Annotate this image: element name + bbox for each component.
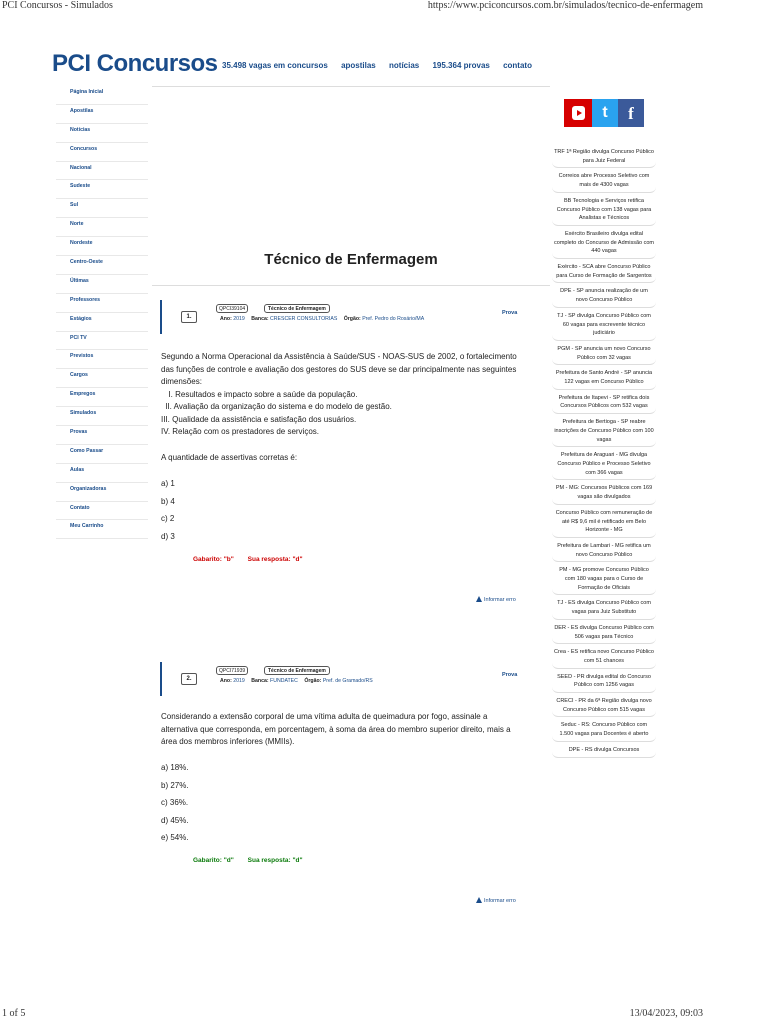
nav-contato[interactable]: contato [503, 61, 532, 70]
sidebar-item-meu-carrinho[interactable]: Meu Carrinho [56, 520, 148, 539]
news-item[interactable]: Exército - SCA abre Concurso Público para Curso de Formação de Sargentos [552, 261, 656, 283]
main-content [152, 86, 550, 986]
report-error-label: Informar erro [484, 898, 516, 904]
social-links [564, 99, 644, 127]
option-b[interactable]: b) 27%. [161, 780, 189, 790]
question-header [160, 300, 540, 334]
ano-link[interactable]: 2019 [233, 316, 245, 322]
sidebar-item-pci-tv[interactable]: PCI TV [56, 332, 148, 351]
warning-icon [476, 897, 482, 903]
question-statement [161, 711, 531, 749]
question-tag[interactable]: Técnico de Enfermagem [264, 304, 330, 313]
news-item[interactable]: DPE - SP anuncia realização de um novo Concurso Público [552, 285, 656, 307]
statement-line: dimensões: [161, 377, 202, 386]
sidebar-item-apostilas[interactable]: Apostilas [56, 105, 148, 124]
sidebar-item-contato[interactable]: Contato [56, 502, 148, 521]
question-number: 1. [181, 311, 197, 323]
news-item[interactable]: Prefeitura de Itapevi - SP retifica dois Concursos Públicos com 532 vagas [552, 392, 656, 414]
statement-line: IV. Relação com os prestadores de serviços. [161, 427, 320, 436]
option-a[interactable]: a) 1 [161, 479, 175, 488]
question-code: QPCI71939 [216, 666, 248, 675]
news-item[interactable]: Prefeitura de Bertioga - SP reabre inscrições de Concurso Público com 100 vagas [552, 416, 656, 447]
statement-line: III. Qualidade da assistência e satisfação dos usuários. [161, 414, 357, 424]
sua-resposta-text: Sua resposta: "d" [247, 857, 303, 864]
facebook-icon[interactable]: f [618, 99, 644, 127]
top-divider [152, 86, 550, 87]
banca-label: Banca: [251, 678, 269, 684]
statement-line: alternativa que corresponda, em porcentagem, à soma da área do membro superior direito, mais a [161, 724, 511, 734]
answer-options [161, 763, 361, 851]
statement-line: das funções de controle e avaliação dos gestores do SUS deve se dar principalmente nas seguintes [161, 364, 517, 374]
news-item[interactable]: Correios abre Processo Seletivo com mais de 4300 vagas [552, 170, 656, 192]
answer-result [193, 556, 315, 563]
question-accent-bar [160, 300, 162, 334]
gabarito-text: Gabarito: "b" [193, 556, 234, 563]
print-url: https://www.pciconcursos.com.br/simulados/tecnico-de-enfermagem [427, 0, 703, 11]
report-error-label: Informar erro [484, 597, 516, 603]
ano-label: Ano: [220, 678, 232, 684]
news-item[interactable]: CRECI - PR da 6ª Região divulga novo Concurso Público com 515 vagas [552, 695, 656, 717]
news-item[interactable]: PGM - SP anuncia um novo Concurso Público com 32 vagas [552, 343, 656, 365]
news-item[interactable]: BB Tecnologia e Serviços retifica Concurso Público com 138 vagas para Analistas e Técnicos [552, 195, 656, 226]
prova-link[interactable]: Prova [502, 672, 518, 678]
nav-apostilas[interactable]: apostilas [341, 61, 376, 70]
sidebar-item-como-passar[interactable]: Como Passar [56, 445, 148, 464]
orgao-label: Órgão: [343, 316, 361, 322]
option-c[interactable]: c) 36%. [161, 798, 189, 807]
news-item[interactable]: DPE - RS divulga Concursos [552, 744, 656, 758]
sidebar-item-estagios[interactable]: Estágios [56, 313, 148, 332]
play-icon [572, 106, 585, 120]
warning-icon [476, 596, 482, 602]
sidebar-item-norte[interactable]: Norte [56, 218, 148, 237]
statement-line: II. Avaliação da organização do sistema e do modelo de gestão. [163, 402, 392, 411]
news-item[interactable]: DER - ES divulga Concurso Público com 506 vagas para Técnico [552, 622, 656, 644]
question-number: 2. [181, 673, 197, 685]
news-item[interactable]: TJ - ES divulga Concurso Público com vagas para Juiz Substituto [552, 597, 656, 619]
news-item[interactable]: PM - MG promove Concurso Público com 180 vagas para o Curso de Formação de Oficiais [552, 564, 656, 595]
news-item[interactable]: SEED - PR divulga edital do Concurso Público com 1256 vagas [552, 671, 656, 693]
question-statement [161, 351, 531, 439]
youtube-icon[interactable] [564, 99, 592, 127]
news-item[interactable]: Concurso Público com remuneração de até R$ 9,6 mil é retificado em Belo Horizonte - MG [552, 507, 656, 538]
page-title: Técnico de Enfermagem [264, 251, 438, 268]
ano-label: Ano: [220, 316, 232, 322]
sidebar-item-provas[interactable]: Provas [56, 426, 148, 445]
orgao-link[interactable]: Pref. Pedro do Rosário/MA [362, 316, 425, 322]
statement-line: I. Resultados e impacto sobre a saúde da população. [164, 389, 358, 399]
nav-noticias[interactable]: notícias [389, 61, 420, 70]
news-item[interactable]: TJ - SP divulga Concurso Público com 60 vagas para escrevente técnico judiciário [552, 310, 656, 341]
print-title: PCI Concursos - Simulados [2, 0, 113, 11]
answer-options [161, 479, 361, 549]
news-list [552, 146, 656, 760]
sidebar-item-simulados[interactable]: Simulados [56, 407, 148, 426]
sidebar-item-cargos[interactable]: Cargos [56, 369, 148, 388]
news-item[interactable]: Prefeitura de Santo André - SP anuncia 122 vagas em Concurso Público [552, 367, 656, 389]
sidebar-item-aulas[interactable]: Aulas [56, 464, 148, 483]
sidebar-item-previstos[interactable]: Previstos [56, 350, 148, 369]
question-prompt: A quantidade de assertivas corretas é: [161, 453, 298, 462]
nav-vagas[interactable]: 35.498 vagas em concursos [222, 61, 328, 70]
question-tag[interactable]: Técnico de Enfermagem [264, 666, 330, 675]
news-item[interactable]: Exército Brasileiro divulga edital completo do Concurso de Admissão com 440 vagas [552, 228, 656, 259]
sidebar-item-empregos[interactable]: Empregos [56, 388, 148, 407]
option-d[interactable]: d) 3 [161, 531, 175, 541]
nav-provas[interactable]: 195.364 provas [432, 61, 490, 70]
banca-label: Banca: [251, 316, 269, 322]
site-header [52, 50, 672, 82]
option-a[interactable]: a) 18%. [161, 763, 189, 772]
banca-link[interactable]: CRESCER CONSULTORIAS [270, 316, 338, 322]
orgao-label: Órgão: [304, 678, 322, 684]
answer-result [193, 857, 315, 864]
sidebar-item-centro-oeste[interactable]: Centro-Oeste [56, 256, 148, 275]
news-item[interactable]: Crea - ES retifica novo Concurso Público com 51 chances [552, 646, 656, 668]
question-meta [220, 316, 429, 322]
print-header [0, 0, 768, 14]
option-c[interactable]: c) 2 [161, 514, 175, 523]
gabarito-text: Gabarito: "d" [193, 857, 234, 864]
prova-link[interactable]: Prova [502, 310, 518, 316]
print-footer [0, 1008, 768, 1022]
option-d[interactable]: d) 45%. [161, 815, 189, 825]
sua-resposta-text: Sua resposta: "d" [247, 556, 303, 563]
statement-line: Segundo a Norma Operacional da Assistência à Saúde/SUS - NOAS-SUS de 2002, o fortalecimento [161, 352, 517, 361]
news-item[interactable]: Prefeitura de Lambari - MG retifica um novo Concurso Público [552, 540, 656, 562]
news-item[interactable]: PM - MG: Concursos Públicos com 169 vagas são divulgados [552, 482, 656, 504]
statement-line: Considerando a extensão corporal de uma vítima adulta de queimadura por fogo, assinale a [161, 712, 488, 721]
news-item[interactable]: Seduc - RS: Concurso Público com 1.500 vagas para Docentes é aberto [552, 719, 656, 741]
top-nav [222, 61, 543, 70]
question-header [160, 662, 540, 696]
print-datetime: 13/04/2023, 09:03 [629, 1008, 703, 1019]
question-code: QPCI39104 [216, 304, 248, 313]
news-item[interactable]: Prefeitura de Araguari - MG divulga Concurso Público e Processo Seletivo com 366 vagas [552, 449, 656, 480]
sidebar-item-professores[interactable]: Professores [56, 294, 148, 313]
orgao-link[interactable]: Pref. de Gramado/RS [322, 678, 373, 684]
report-error-link[interactable] [476, 596, 516, 603]
print-page-number: 1 of 5 [2, 1008, 26, 1019]
sidebar-menu [56, 86, 148, 539]
sidebar-item-organizadoras[interactable]: Organizadoras [56, 483, 148, 502]
sidebar-item-noticias[interactable]: Notícias [56, 124, 148, 143]
sidebar-item-nacional[interactable]: Nacional [56, 162, 148, 181]
site-logo[interactable]: PCI Concursos [52, 50, 218, 77]
twitter-icon[interactable]: t [592, 99, 618, 127]
question-meta [220, 678, 378, 684]
news-item[interactable]: TRF 1ª Região divulga Concurso Público para Juiz Federal [552, 146, 656, 168]
option-e[interactable]: e) 54%. [161, 833, 189, 842]
question-accent-bar [160, 662, 162, 696]
sidebar-item-sudeste[interactable]: Sudeste [56, 180, 148, 199]
statement-line: área dos membros inferiores (MMIIs). [161, 737, 295, 746]
sidebar-item-ultimas[interactable]: Últimas [56, 275, 148, 294]
sidebar-item-concursos[interactable]: Concursos [56, 143, 148, 162]
banca-link[interactable]: FUNDATEC [270, 678, 298, 684]
sidebar-item-nordeste[interactable]: Nordeste [56, 237, 148, 256]
sidebar-item-pagina-inicial[interactable]: Página Inicial [56, 86, 148, 105]
sidebar-item-sul[interactable]: Sul [56, 199, 148, 218]
option-b[interactable]: b) 4 [161, 496, 175, 506]
ano-link[interactable]: 2019 [233, 678, 245, 684]
title-divider [152, 285, 550, 286]
report-error-link[interactable] [476, 897, 516, 904]
